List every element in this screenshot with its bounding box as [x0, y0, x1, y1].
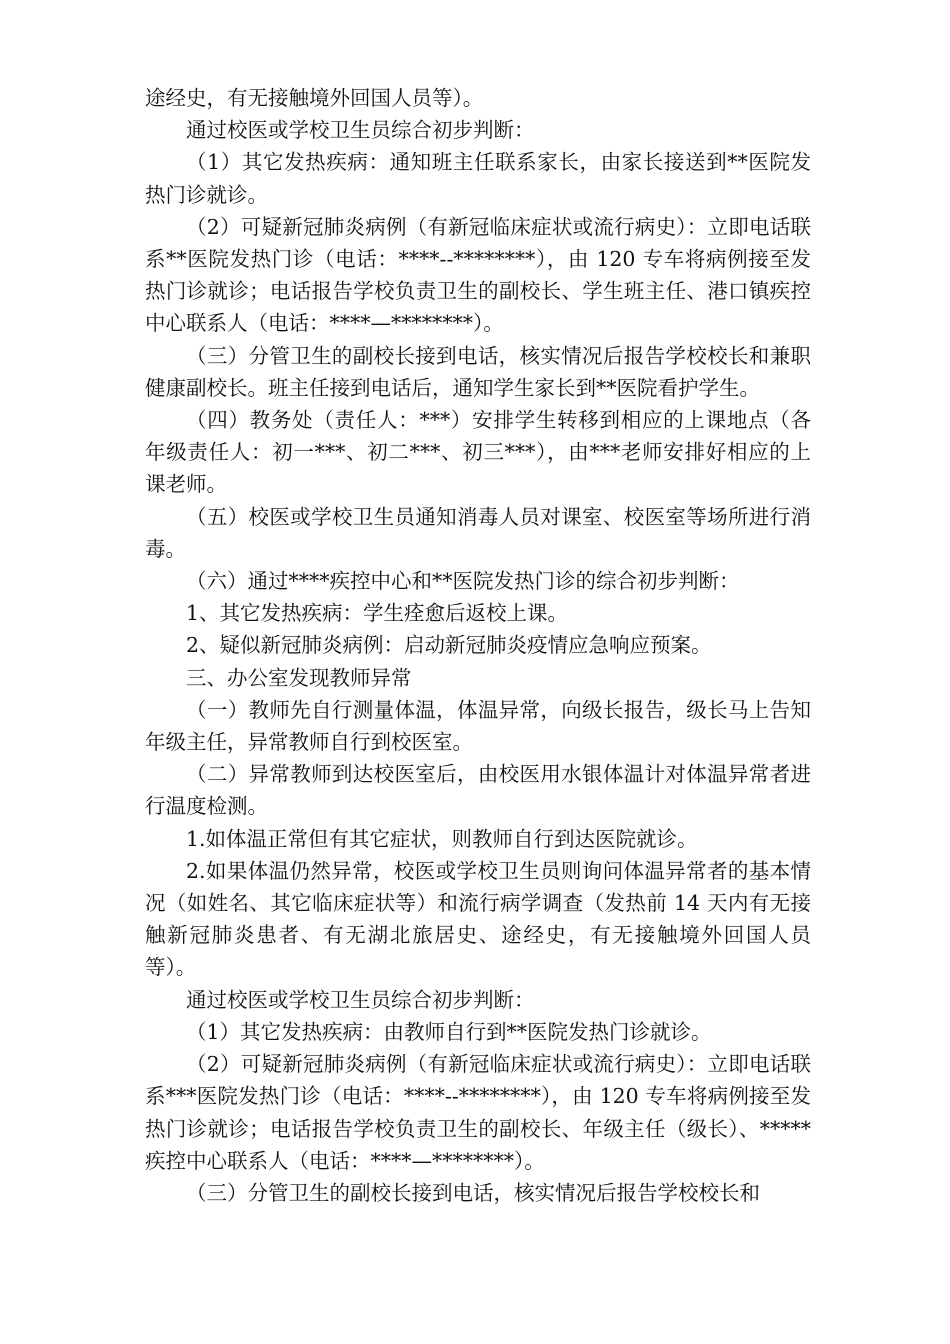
- paragraph-initial-judgement-2: 通过校医或学校卫生员综合初步判断：: [186, 987, 535, 1012]
- section-heading-teacher-abnormal: 三、办公室发现教师异常: [186, 665, 412, 690]
- paragraph-item-2: 2、疑似新冠肺炎病例：启动新冠肺炎疫情应急响应预案。: [186, 633, 712, 658]
- paragraph-item-1: 1、其它发热疾病：学生痊愈后返校上课。: [186, 601, 569, 626]
- paragraph-teacher-suspected-case: （2）可疑新冠肺炎病例（有新冠临床症状或流行病史）：立即电话联系***医院发热门诊（电话：****--********），由 120 专车将病例接至发热门诊就诊；电话报告学校负责卫生的副校长、年级主任（级长）、*****疾控中心联系人（电话：****—********）。: [145, 1052, 811, 1173]
- paragraph-teacher-other-fever: （1）其它发热疾病：由教师自行到**医院发热门诊就诊。: [186, 1019, 712, 1044]
- paragraph-teacher-normal-temp: 1.如体温正常但有其它症状，则教师自行到达医院就诊。: [186, 826, 698, 851]
- paragraph-teacher-self-test: （一）教师先自行测量体温，体温异常，向级长报告，级长马上告知年级主任，异常教师自行到校医室。: [145, 697, 811, 755]
- paragraph-initial-judgement: 通过校医或学校卫生员综合初步判断：: [186, 118, 535, 143]
- paragraph-teacher-abnormal-temp: 2.如果体温仍然异常，校医或学校卫生员则询问体温异常者的基本情况（如姓名、其它临床症状等）和流行病学调查（发热前 14 天内有无接触新冠肺炎患者、有无湖北旅居史、途经史，有无接触境外回国人员等）。: [145, 858, 811, 980]
- document-body: [145, 82, 811, 1209]
- paragraph-cdc-judgement: （六）通过****疾控中心和**医院发热门诊的综合初步判断：: [186, 569, 740, 594]
- paragraph-disinfection: （五）校医或学校卫生员通知消毒人员对课室、校医室等场所进行消毒。: [145, 504, 811, 561]
- paragraph-suspected-case: （2）可疑新冠肺炎病例（有新冠临床症状或流行病史）：立即电话联系**医院发热门诊（电话：****--********），由 120 专车将病例接至发热门诊就诊；电话报告学校负责卫生的副校长、学生班主任、港口镇疾控中心联系人（电话：****—********）。: [145, 214, 811, 336]
- paragraph-academic-affairs: （四）教务处（责任人：***）安排学生转移到相应的上课地点（各年级责任人：初一***、初二***、初三***），由***老师安排好相应的上课老师。: [145, 408, 811, 497]
- paragraph-vice-principal-report: （三）分管卫生的副校长接到电话，核实情况后报告学校校长和兼职健康副校长。班主任接到电话后，通知学生家长到**医院看护学生。: [145, 343, 811, 400]
- paragraph-other-fever: （1）其它发热疾病：通知班主任联系家长，由家长接送到**医院发热门诊就诊。: [145, 150, 811, 207]
- paragraph-continuation: 途经史，有无接触境外回国人员等）。: [145, 86, 484, 110]
- paragraph-vice-principal-report-2: （三）分管卫生的副校长接到电话，核实情况后报告学校校长和: [186, 1180, 760, 1205]
- paragraph-teacher-clinic: （二）异常教师到达校医室后，由校医用水银体温计对体温异常者进行温度检测。: [145, 762, 811, 819]
